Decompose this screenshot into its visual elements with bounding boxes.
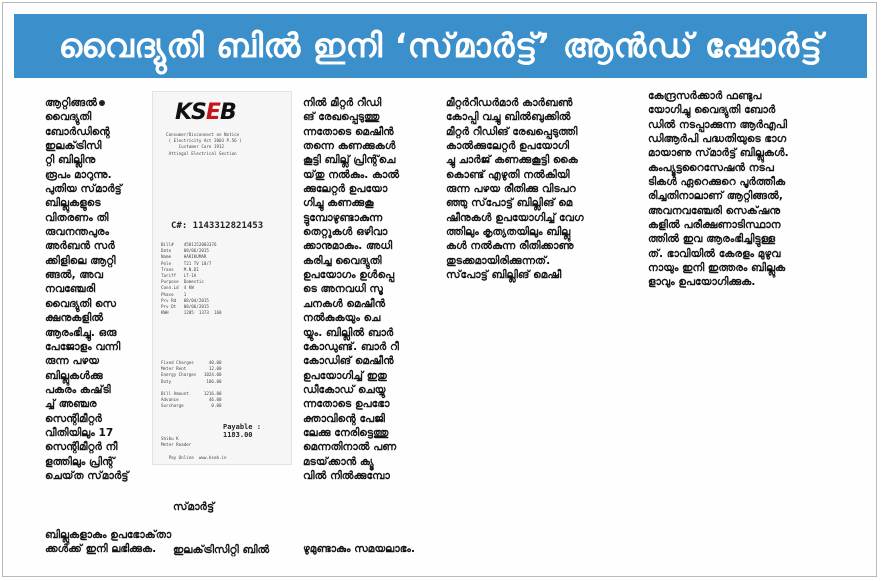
text-line: ക്ഷനുകളിൽ <box>45 312 104 325</box>
text-line: സെന്റിമീറ്റർ <box>45 412 102 425</box>
text-line: ത്. ഭാവിയിൽ കേരളം മുഴുവ <box>648 247 781 260</box>
text-line: ത്തിൽ ഇവ ആരംഭിച്ചിട്ടുള്ള <box>648 233 776 246</box>
text-line: ആറ്റിങ്ങൽ <box>45 96 149 110</box>
text-line: ലേക്കു നേരിട്ടെത്തു <box>303 426 389 439</box>
text-line: പേജോളം വന്നി <box>45 340 121 353</box>
text-line: ഞ്ഞു സ്‌പോട്ട് ബില്ലിങ് മെ <box>446 197 573 210</box>
consumer-number: C#: 1143312821453 <box>171 221 264 231</box>
text-line: ഉപയോഗിച്ച് ഇതു <box>303 369 387 382</box>
text-line: ഡീകോഡ് ചെയ്യു <box>303 383 386 396</box>
text-line: കൾ നൽകുന്ന രീതിക്കാണു <box>446 240 574 253</box>
text-line: രൂപം മാറുന്നു. <box>45 168 112 181</box>
text-line: ആരംഭിച്ചു. ഒരു <box>45 326 117 339</box>
text-line: ബില്ലുകൾക്കു <box>45 369 103 382</box>
text-line: കൊണ്ട് എഴുതി നൽകിയി <box>446 168 570 181</box>
text-line: ത്തിലും കൃത്യതയിലും ബില്ലു <box>446 226 571 239</box>
electricity-bill-image <box>152 91 292 465</box>
bullet-icon <box>99 100 105 106</box>
article-column-4 <box>648 89 836 290</box>
article-column-2-tail <box>303 542 443 556</box>
text-line: മടയ്‌ക്കാൻ ക്യൂ <box>303 455 374 468</box>
headline-banner <box>14 14 867 78</box>
text-line: റ്റി ബില്ലിനു <box>45 154 96 167</box>
text-line: നൽകുകയും ചെ <box>303 312 381 325</box>
text-line: സെന്റിമീറ്റർ നീ <box>45 441 118 454</box>
text-line: സ്‌പോട്ട് ബില്ലിങ് മെഷീ <box>446 269 562 282</box>
text-line: ളാവും ഉപയോഗിക്കുക. <box>648 276 756 289</box>
text-line: മീറ്റർ റീഡിങ് രേഖപ്പെടുത്തി <box>446 125 578 138</box>
image-caption <box>173 471 269 572</box>
text-line: നിൽ മീറ്റർ റീഡി <box>303 97 382 109</box>
text-line: യ്യും. ബില്ലിൽ ബാർ <box>303 326 394 339</box>
text-line: തുടക്കമായിരിക്കുന്നത്. <box>446 254 551 267</box>
text-line: ക്കാനുമാകും. അധി <box>303 240 393 253</box>
text-line: മീറ്റർറീഡർമാർ കാർബൺ <box>446 97 573 109</box>
text-line: ന്നതോടെ ഉപഭോ <box>303 398 390 411</box>
article-column-1 <box>45 96 149 483</box>
text-line: ളത്തിലും പ്രിന്റ് <box>45 455 115 468</box>
text-line: ബില്ലുകളാകും ഉപഭോക്‌താ <box>45 529 172 541</box>
text-line: അവനവഞ്ചേരി സെക്‌ഷനു <box>648 204 781 217</box>
text-line: ടികൾ ഏറെക്കുറെ പൂർത്തീക <box>648 176 786 189</box>
caption-line: ഇലക്‌ട്രിസിറ്റി ബിൽ <box>173 544 270 557</box>
text-line: ന്നതോടെ മെഷീൻ <box>303 125 394 138</box>
bill-header-text: Consumer/Disconnect on Notice ( Electricity Act 2003 P.56 ) Customer Care 1912 Attingal Electrical Section <box>166 132 242 156</box>
text-line: നവഞ്ചേരി <box>45 283 96 296</box>
text-line: ബോർഡിന്റെ <box>45 125 110 138</box>
text-line: കരിച്ച വൈദ്യുതി <box>303 254 382 267</box>
headline-text: വൈദ്യുതി ബിൽ ഇനി ‘സ്‌മാർട്ട്’ ആൻഡ്‌ ഷോർട്ട് <box>58 26 823 65</box>
text-line: തന്നെ കണക്കുകൾ <box>303 140 396 153</box>
text-line: അർബൻ സർ <box>45 240 115 253</box>
text-line: രിച്ചതിനാലാണ് ആറ്റിങ്ങൽ, <box>648 190 783 203</box>
text-line: ഴുമുണ്ടാകും സമയലാഭം. <box>303 543 415 555</box>
article-column-3 <box>446 96 632 282</box>
text-line: ച്ച് അഞ്ചര <box>45 398 97 411</box>
text-line: മായാണു സ്‌മാർട്ട് ബില്ലുകൾ. <box>648 147 789 160</box>
caption-line: സ്‌മാർട്ട് <box>173 500 215 513</box>
text-line: ങ് രേഖപ്പെടുത്തു <box>303 111 380 124</box>
text-line: ഡിൽ നടപ്പാക്കുന്ന ആർഎപി <box>648 118 788 131</box>
text-line: കോഡുണ്ട്. ബാർ റീ <box>303 340 399 353</box>
text-line: ഷീനുകൾ ഉപയോഗിച്ച് വേഗ <box>446 211 584 224</box>
text-line: തെറ്റുകൾ ഒഴിവാ <box>303 226 388 239</box>
bill-footer-text: Shibu K Meter Reader Pay Online www.kseb.in <box>161 436 227 460</box>
text-line: കോപ്പി വച്ചു ബിൽബുക്കിൽ <box>446 111 571 124</box>
text-line: കംപ്യൂട്ടറൈസേഷൻ നടപ <box>648 161 774 174</box>
text-line: വീതിയിലും 17 <box>45 426 114 439</box>
text-line: വിൽ നിൽക്കുമ്പോ <box>303 469 390 482</box>
text-line: കേന്ദ്രസർക്കാർ ഫണ്ടുപ <box>648 90 762 102</box>
text-line: കോഡിങ് മെഷീൻ <box>303 355 394 368</box>
text-line: ഇലക്‌ട്രിസി <box>45 140 102 153</box>
text-line: വൈദ്യുതി സെ <box>45 297 117 310</box>
text-line: യ്‌തു നൽകും. കാൽ <box>303 168 400 181</box>
text-line: രുവനന്തപുരം <box>45 226 110 239</box>
text-line: ഡിആർപി പദ്ധതിയുടെ ഭാഗ <box>648 133 787 146</box>
text-line: പകരം കഷ്‌ടി <box>45 383 111 396</box>
text-line: ട്ടുമ്പോഴുണ്ടാകുന്ന <box>303 211 383 224</box>
text-line: വൈദ്യുതി <box>45 111 92 124</box>
text-line: ഗിച്ചു കണക്കുകൂ <box>303 197 374 210</box>
text-line: കളിൽ പരീക്ഷണാടിസ്ഥാന <box>648 219 781 232</box>
bill-details-text: Bill# 4581152003376 Date 08/06/2015 Name HARIKUMAR Pole T21 TV 18/7 Trans M.N.DI Tariff LT-1A Purpose Domestic Conn.Ld 4 KW Phase 1 Prv Rd 08/04/2015 Prv Dt 08/06/2015 KWH 1205 1373 168 <box>161 242 222 316</box>
text-line: ചനകൾ മെഷീൻ <box>303 297 386 310</box>
text-line: ചെയ്‌ത സ്‌മാർട്ട് <box>45 469 129 482</box>
text-line: ങ്ങൽ, അവ <box>45 269 104 282</box>
text-line: പുതിയ സ്‌മാർട്ട് <box>45 183 122 196</box>
payable-amount: Payable : 1183.00 <box>223 423 261 439</box>
text-line: രുന്ന പഴയ <box>45 355 100 368</box>
text-line: ക്താവിന്റെ പേജി <box>303 412 385 425</box>
text-line: നായും ഇനി ഇത്തരം ബില്ലുക <box>648 262 786 275</box>
bill-charges-text: Fixed Charges 40.00 Meter Rent 12.00 Energy Charges 1024.00 Duty 106.00 Bill Amount 1216.00 Advance 46.00 Surcharge 0.00 <box>161 360 222 409</box>
text-line: ബില്ലുകളുടെ <box>45 197 101 210</box>
text-line: ക്കിളിലെ ആറ്റി <box>45 254 116 267</box>
text-line: മെന്നതിനാൽ പണ <box>303 441 397 454</box>
article-column-2 <box>303 96 431 483</box>
text-line: യോഗിച്ചു വൈദ്യുതി ബോർ <box>648 104 776 117</box>
text-line: ച്ചു ചാർജ് കണക്കുകൂട്ടി കൈ <box>446 154 578 167</box>
text-line: ക്കുലേറ്റർ ഉപയോ <box>303 183 388 196</box>
text-line: ക്കൾക്ക് ഇനി ലഭിക്കുക. <box>45 543 157 556</box>
text-line: കാൽക്കുലേറ്റർ ഉപയോഗി <box>446 140 570 153</box>
kseb-logo: KSEB <box>175 100 236 125</box>
text-line: ഉപയോഗം ഉൾപ്പെ <box>303 269 395 282</box>
text-line: രുന്ന പഴയ രീതിക്കു വിടപറ <box>446 183 576 196</box>
text-line: വിതരണം തി <box>45 211 109 224</box>
text-line: ടെ അനവധി സൂ <box>303 283 384 296</box>
text-line: കൂട്ടി ബില്ല് പ്രിന്റ്‌ചെ <box>303 154 396 167</box>
